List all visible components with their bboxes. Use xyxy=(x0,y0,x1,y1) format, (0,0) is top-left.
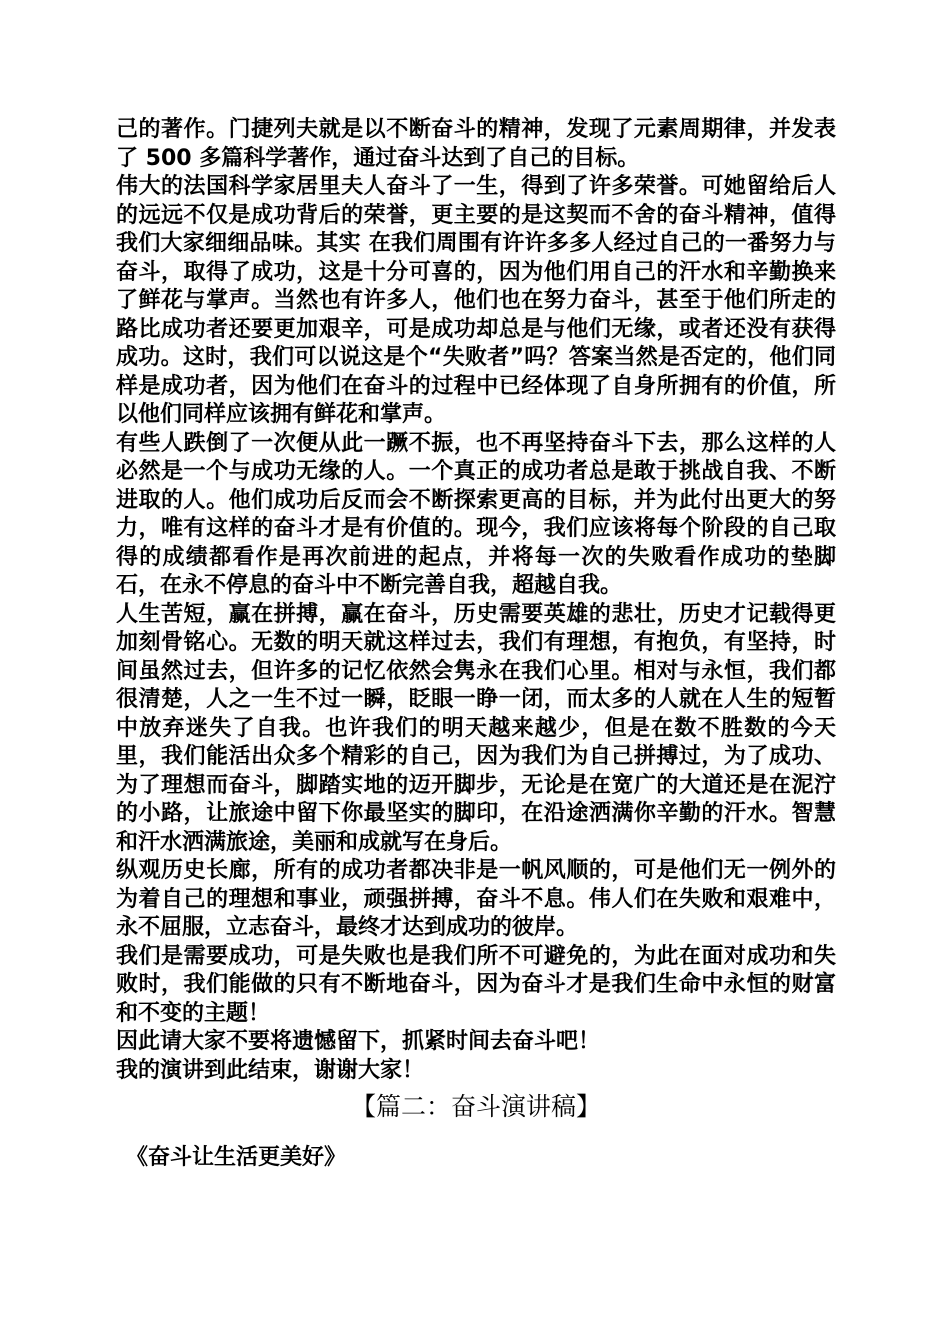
paragraph-closing: 我的演讲到此结束，谢谢大家！ xyxy=(116,1057,425,1083)
section-title: 【篇二：奋斗演讲稿】 xyxy=(350,1092,601,1121)
paragraph-challenge-self: 有些人跌倒了一次便从此一蹶不振，也不再坚持奋斗下去，那么这样的人必然是一个与成功无缘的人。一个真正的成功者总是敢于挑战自我、不断进取的人。他们成功后反而会不断探索更高的目标，并为此付出更大的努力，唯有这样的奋斗才是有价值的。现今，我们应该将每个阶段的自己取得的成绩都看作是再次前进的起点，并将每一次的失败看作成功的垫脚石，在永不停息的奋斗中不断完善自我，超越自我。 xyxy=(116,430,836,598)
paragraph-mendeleev: 己的著作。门捷列夫就是以不断奋斗的精神，发现了元素周期律，并发表了 500 多篇科学著作，通过奋斗达到了自己的目标。 xyxy=(116,117,836,171)
paragraph-life-short: 人生苦短，赢在拼搏，赢在奋斗，历史需要英雄的悲壮，历史才记载得更加刻骨铭心。无数的明天就这样过去，我们有理想，有抱负，有坚持，时间虽然过去，但许多的记忆依然会隽永在我们心里。相对与永恒，我们都很清楚，人之一生不过一瞬，眨眼一睁一闭，而太多的人就在人生的短暂中放弃迷失了自我。也许我们的明天越来越少，但是在数不胜数的今天里，我们能活出众多个精彩的自己，因为我们为自己拼搏过，为了成功、为了理想而奋斗，脚踏实地的迈开脚步，无论是在宽广的大道还是在泥泞的小路，让旅途中留下你最坚实的脚印，在沿途洒满你辛勤的汗水。智慧和汗水洒满旅途，美丽和成就写在身后。 xyxy=(116,601,836,855)
paragraph-call-to-action: 因此请大家不要将遗憾留下，抓紧时间去奋斗吧！ xyxy=(116,1029,601,1054)
paragraph-history: 纵观历史长廊，所有的成功者都决非是一帆风顺的，可是他们无一例外的为着自己的理想和事业，顽强拼搏，奋斗不息。伟人们在失败和艰难中，永不屈服，立志奋斗，最终才达到成功的彼岸。 xyxy=(116,858,836,940)
paragraph-success-failure: 我们是需要成功，可是失败也是我们所不可避免的，为此在面对成功和失败时，我们能做的只有不断地奋斗，因为奋斗才是我们生命中永恒的财富和不变的主题！ xyxy=(116,943,836,1026)
speech-title: 《奋斗让生活更美好》 xyxy=(126,1145,347,1170)
document-page xyxy=(116,116,836,1173)
paragraph-curie: 伟大的法国科学家居里夫人奋斗了一生，得到了许多荣誉。可她留给后人的远远不仅是成功背后的荣誉，更主要的是这契而不舍的奋斗精神，值得我们大家细细品味。其实 在我们周围有许许多多人经过自己的一番努力与奋斗，取得了成功，这是十分可喜的，因为他们用自己的汗水和辛勤换来了鲜花与掌声。当然也有许多人，他们也在努力奋斗，甚至于他们所走的路比成功者还要更加艰辛，可是成功却总是与他们无缘，或者还没有获得成功。这时，我们可以说这是个“失败者”吗？答案当然是否定的，他们同样是成功者，因为他们在奋斗的过程中已经体现了自身所拥有的价值，所以他们同样应该拥有鲜花和掌声。 xyxy=(116,174,836,427)
